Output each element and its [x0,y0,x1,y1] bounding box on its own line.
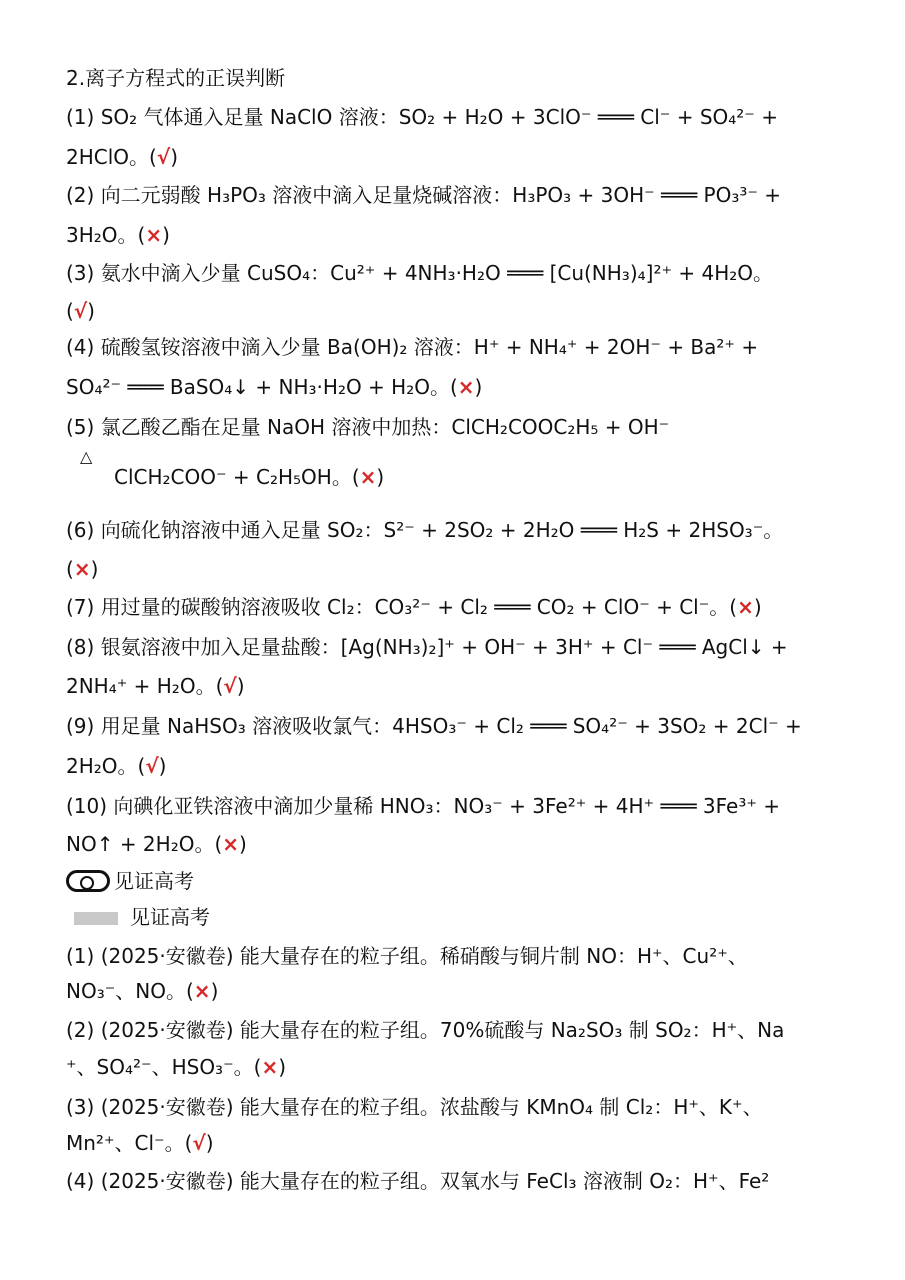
correct-mark-icon: √ [192,1131,206,1155]
heading-1: 见证高考 [114,869,194,893]
item-9-line-1: (9) 用足量 NaHSO₃ 溶液吸收氯气：4HSO₃⁻ + Cl₂ ═══ SO₄²⁻ + 3SO₂ + 2Cl⁻ + [66,714,802,738]
item-1-line-2: 2HClO。(√) [66,145,178,169]
item-8-line-2: 2NH₄⁺ + H₂O。(√) [66,674,245,698]
heat-symbol-icon: △ [80,447,93,466]
item-8-line-1: (8) 银氨溶液中加入足量盐酸：[Ag(NH₃)₂]⁺ + OH⁻ + 3H⁺ + Cl⁻ ═══ AgCl↓ + [66,635,788,659]
wrong-mark-icon: × [457,375,475,399]
item-5-line-1: (5) 氯乙酸乙酯在足量 NaOH 溶液中加热：ClCH₂COOC₂H₅ + OH⁻ [66,415,670,439]
heading-2: 见证高考 [130,905,210,929]
wrong-mark-icon: × [359,465,377,489]
section-title: 2.离子方程式的正误判断 [66,66,286,90]
exam-item-3-line-1: (3) (2025·安徽卷) 能大量存在的粒子组。浓盐酸与 KMnO₄ 制 Cl₂：H⁺、K⁺、 [66,1095,763,1119]
exam-item-1-line-2: NO₃⁻、NO。(×) [66,979,219,1003]
item-5-line-2: ClCH₂COO⁻ + C₂H₅OH。(×) [114,465,385,489]
exam-item-2-line-2: ⁺、SO₄²⁻、HSO₃⁻。(×) [66,1055,287,1079]
at-logo-icon [66,870,110,892]
wrong-mark-icon: × [145,223,163,247]
item-3-line-2: (√) [66,299,95,323]
item-2-line-1: (2) 向二元弱酸 H₃PO₃ 溶液中滴入足量烧碱溶液：H₃PO₃ + 3OH⁻ ═══ PO₃³⁻ + [66,183,782,207]
item-6-line-2: (×) [66,557,99,581]
item-7-line-1: (7) 用过量的碳酸钠溶液吸收 Cl₂：CO₃²⁻ + Cl₂ ═══ CO₂ + ClO⁻ + Cl⁻。(×) [66,595,762,619]
correct-mark-icon: √ [73,299,88,323]
wrong-mark-icon: × [73,557,91,581]
item-9-line-2: 2H₂O。(√) [66,754,167,778]
item-2-line-2: 3H₂O。(×) [66,223,170,247]
item-1-line-1: (1) SO₂ 气体通入足量 NaClO 溶液：SO₂ + H₂O + 3ClO⁻ ═══ Cl⁻ + SO₄²⁻ + [66,105,778,129]
wrong-mark-icon: × [261,1055,279,1079]
item-3-line-1: (3) 氨水中滴入少量 CuSO₄：Cu²⁺ + 4NH₃·H₂O ═══ [Cu(NH₃)₄]²⁺ + 4H₂O。 [66,261,774,285]
exam-item-4-line-1: (4) (2025·安徽卷) 能大量存在的粒子组。双氧水与 FeCl₃ 溶液制 O₂：H⁺、Fe² [66,1169,770,1193]
gray-bar-icon [74,912,118,925]
item-6-line-1: (6) 向硫化钠溶液中通入足量 SO₂：S²⁻ + 2SO₂ + 2H₂O ═══ H₂S + 2HSO₃⁻。 [66,518,784,542]
heading-with-bar [74,903,210,931]
wrong-mark-icon: × [222,832,240,856]
correct-mark-icon: √ [156,145,171,169]
correct-mark-icon: √ [145,754,159,778]
exam-item-2-line-1: (2) (2025·安徽卷) 能大量存在的粒子组。70%硫酸与 Na₂SO₃ 制 SO₂：H⁺、Na [66,1018,785,1042]
correct-mark-icon: √ [223,674,237,698]
wrong-mark-icon: × [737,595,754,619]
item-4-line-2: SO₄²⁻ ═══ BaSO₄↓ + NH₃·H₂O + H₂O。(×) [66,375,483,399]
item-4-line-1: (4) 硫酸氢铵溶液中滴入少量 Ba(OH)₂ 溶液：H⁺ + NH₄⁺ + 2OH⁻ + Ba²⁺ + [66,335,759,359]
item-10-line-2: NO↑ + 2H₂O。(×) [66,832,247,856]
exam-item-3-line-2: Mn²⁺、Cl⁻。(√) [66,1131,214,1155]
wrong-mark-icon: × [193,979,211,1003]
heading-with-logo [66,867,194,895]
item-10-line-1: (10) 向碘化亚铁溶液中滴加少量稀 HNO₃：NO₃⁻ + 3Fe²⁺ + 4H⁺ ═══ 3Fe³⁺ + [66,794,781,818]
exam-item-1-line-1: (1) (2025·安徽卷) 能大量存在的粒子组。稀硝酸与铜片制 NO：H⁺、Cu²⁺、 [66,944,748,968]
